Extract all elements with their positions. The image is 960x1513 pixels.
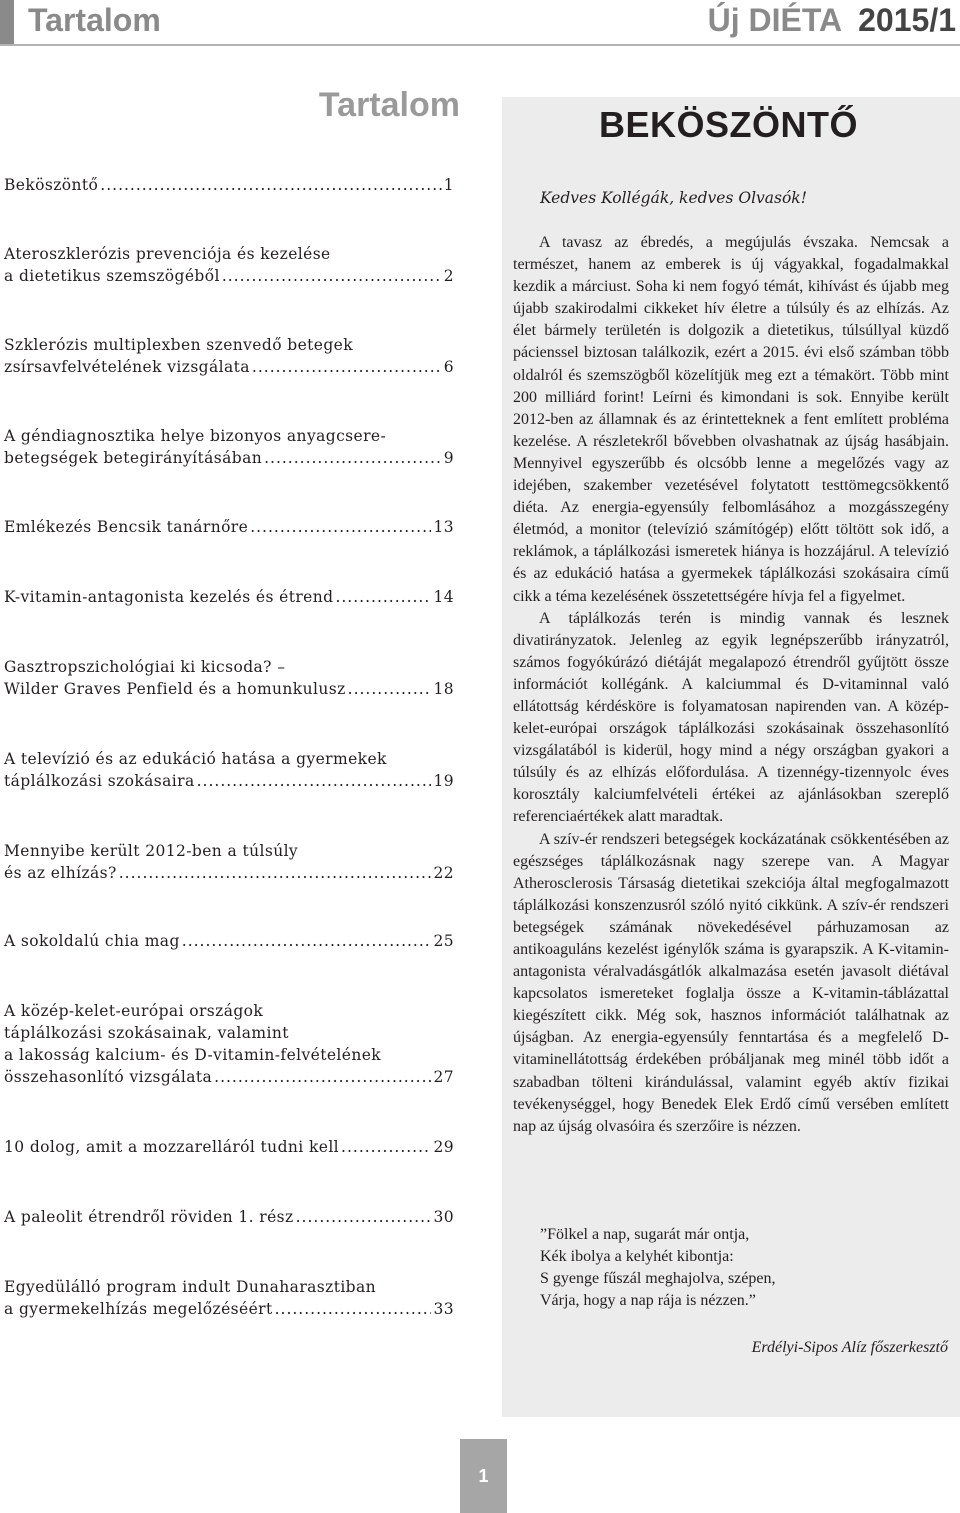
toc-entry[interactable] xyxy=(4,656,454,700)
toc-entry-title-line: a lakosság kalcium- és D-vitamin-felvételének xyxy=(4,1046,382,1064)
toc-entry-title-line: Mennyibe került 2012-ben a túlsúly xyxy=(4,842,299,860)
poem-line: S gyenge fűszál meghajolva, szépen, xyxy=(540,1270,776,1288)
toc-leader-dots xyxy=(119,862,432,884)
toc-entry[interactable] xyxy=(4,1000,454,1088)
toc-entry-last-line xyxy=(4,447,454,469)
toc-entry[interactable] xyxy=(4,748,454,792)
toc-leader-dots xyxy=(275,1298,432,1320)
toc-entry-title-line: A paleolit étrendről röviden 1. rész xyxy=(4,1208,294,1226)
toc-page-number: 19 xyxy=(433,772,454,790)
toc-entry[interactable] xyxy=(4,425,454,469)
toc-entry-last-line xyxy=(4,1298,454,1320)
toc-page-number: 9 xyxy=(443,449,454,467)
toc-title: Tartalom xyxy=(318,86,460,124)
toc-leader-dots xyxy=(341,1136,431,1158)
signature: Erdélyi-Sipos Alíz főszerkesztő xyxy=(751,1339,948,1356)
toc-entry-title-line: összehasonlító vizsgálata xyxy=(4,1068,213,1086)
toc-entry-last-line xyxy=(4,930,454,952)
toc-leader-dots xyxy=(250,516,431,538)
toc-page-number: 13 xyxy=(433,518,454,536)
toc-entry-last-line xyxy=(4,516,454,538)
toc-entry-title-line: A sokoldalú chia mag xyxy=(4,932,180,950)
toc-entry-last-line xyxy=(4,678,454,700)
toc-leader-dots xyxy=(264,447,442,469)
header-journal xyxy=(708,2,956,39)
toc-page-number: 29 xyxy=(433,1138,454,1156)
toc-entry-last-line xyxy=(4,770,454,792)
toc-entry-last-line xyxy=(4,1136,454,1158)
toc-entry[interactable] xyxy=(4,1136,454,1158)
toc-leader-dots xyxy=(348,678,432,700)
toc-entry-last-line xyxy=(4,586,454,608)
issue-number: 2015/1 xyxy=(858,2,956,38)
welcome-title: BEKÖSZÖNTŐ xyxy=(598,104,858,145)
toc-entry-last-line xyxy=(4,862,454,884)
toc-entry-title-line: táplálkozási szokásainak, valamint xyxy=(4,1024,289,1042)
toc-entry-title-line: Egyedülálló program indult Dunaharasztiban xyxy=(4,1278,377,1296)
toc-page-number: 22 xyxy=(433,864,454,882)
toc-page-number: 33 xyxy=(433,1300,454,1318)
toc-entry[interactable] xyxy=(4,586,454,608)
toc-entry[interactable] xyxy=(4,930,454,952)
toc-page-number: 1 xyxy=(443,176,454,194)
toc-entry-title-line: A közép-kelet-európai országok xyxy=(4,1002,264,1020)
toc-entry-title-line: Szklerózis multiplexben szenvedő betegek xyxy=(4,336,354,354)
toc-entry-last-line xyxy=(4,1066,454,1088)
toc-leader-dots xyxy=(335,586,431,608)
paragraph: A tavasz az ébredés, a megújulás évszaka. Nemcsak a természet, hanem az emberek is új vágyakkal, fogadalmakkal kezdik a márciust. Soha ki nem fogyó témát, kihívást és újabb meg újabb szakirodalmi cikkeket hív életre a túlsúly és az elhízás. Az élet bármely területén is dolgozik a dietetikus, túlsúllyal küzdő pácienssel biztosan találkozik, ezért a 2015. évi első számban több oldalról és szemszögből közelítjük meg ezt a témakört. Több mint 200 milliárd forint! Leírni és kimondani is sok. Ennyibe került 2012-ben az államnak és az érintetteknek a fent említett probléma kezelése. A részletekről bővebben olvashatnak az újság hasábjain. Mennyivel egyszerűbb és olcsóbb lenne a megelőzés vagy az idejében, szakember vezetésével folytatott testtömegcsökkentő diéta. Az energia-egyensúly felbomlásához a mozgásszegény életmód, a monitor (televízió számítógép) előtt töltött sok idő, a reklámok, a táplálkozási ismeretek hiánya is hozzájárul. A televízió és az edukáció hatása a gyermekek táplálkozási szokásaira című cikk a téma kezelésének összetettségére hívja fel a figyelmet. xyxy=(513,234,949,605)
poem-line: Várja, hogy a nap rája is nézzen.” xyxy=(540,1292,756,1310)
toc-entry-title-line: Beköszöntő xyxy=(4,176,99,194)
toc-leader-dots xyxy=(100,174,441,196)
toc-entry-title-line: a dietetikus szemszögéből xyxy=(4,267,220,285)
toc-leader-dots xyxy=(197,770,432,792)
toc-entry[interactable] xyxy=(4,334,454,378)
toc-entry-title-line: Ateroszklerózis prevenciója és kezelése xyxy=(4,245,331,263)
paragraph: A szív-ér rendszeri betegségek kockázatának csökkentésében az egészséges táplálkozásnak nagy szerepe van. A Magyar Atherosclerosis Társaság dietetikai szekciója által megfogalmazott táplálkozási konszenzusról szóló nyitó cikkünk. A szív-ér rendszeri betegségek számának növekedésével párhuzamosan az antikoaguláns kezelést igénylők száma is gyarapszik. A K-vitamin-antagonista véralvadásgátlók alkalmazása esetén javasolt diétával kapcsolatos ismereteket foglalja össze a K-vitamin-táblázattal kiegészített cikk. Még sok, hasznos információt találhatnak az újságban. Az energia-egyensúly fenntartása és a megfelelő D-vitaminellátottság érdekében próbáljanak meg minél több időt a szabadban tölteni kirándulással, valamint egyéb aktív fizikai tevékenységgel, hogy Benedek Elek Erdő című versében említett nap az újság olvasóira és szerzőire is nézzen. xyxy=(513,830,949,1135)
toc-page-number: 2 xyxy=(443,267,454,285)
header-accent-bar xyxy=(0,0,14,44)
poem-line: Kék ibolya a kelyhét kibontja: xyxy=(540,1248,734,1266)
toc-page-number: 14 xyxy=(433,588,454,606)
toc-leader-dots xyxy=(214,1066,431,1088)
header-section-title: Tartalom xyxy=(28,2,161,38)
page-number: 1 xyxy=(460,1439,507,1513)
toc-page-number: 27 xyxy=(433,1068,454,1086)
toc-entry-last-line xyxy=(4,1206,454,1228)
toc-entry-last-line xyxy=(4,174,454,196)
toc-entry[interactable] xyxy=(4,1206,454,1228)
toc-entry-title-line: táplálkozási szokásaira xyxy=(4,772,195,790)
toc-entry-last-line xyxy=(4,356,454,378)
toc-entry-title-line: A televízió és az edukáció hatása a gyermekek xyxy=(4,750,387,768)
toc-entry-title-line: Wilder Graves Penfield és a homunkulusz xyxy=(4,680,346,698)
toc-page-number: 18 xyxy=(433,680,454,698)
toc-entry[interactable] xyxy=(4,516,454,538)
toc-entry-title-line: zsírsavfelvételének vizsgálata xyxy=(4,358,250,376)
toc-entry-title-line: 10 dolog, amit a mozzarelláról tudni kell xyxy=(4,1138,340,1156)
toc-entry[interactable] xyxy=(4,1276,454,1320)
toc-entry-title-line: A géndiagnosztika helye bizonyos anyagcsere- xyxy=(4,427,387,445)
toc-entry-title-line: betegségek betegirányításában xyxy=(4,449,263,467)
toc-entry[interactable] xyxy=(4,174,454,196)
toc-entry-title-line: K-vitamin-antagonista kezelés és étrend xyxy=(4,588,334,606)
welcome-body xyxy=(513,232,949,1138)
toc-entry[interactable] xyxy=(4,840,454,884)
toc-page-number: 25 xyxy=(433,932,454,950)
toc-leader-dots xyxy=(296,1206,432,1228)
journal-name: Új DIÉTA xyxy=(707,2,843,38)
toc-leader-dots xyxy=(182,930,432,952)
poem xyxy=(540,1224,940,1312)
toc-page-number: 6 xyxy=(443,358,454,376)
greeting: Kedves Kollégák, kedves Olvasók! xyxy=(540,189,807,207)
toc-entry-title-line: és az elhízás? xyxy=(4,864,117,882)
toc-entry-title-line: Gasztropszichológiai ki kicsoda? – xyxy=(4,658,286,676)
toc-leader-dots xyxy=(252,356,442,378)
toc-page-number: 30 xyxy=(433,1208,454,1226)
toc-entry-title-line: Emlékezés Bencsik tanárnőre xyxy=(4,518,249,536)
header-divider xyxy=(0,44,960,46)
toc-entry[interactable] xyxy=(4,243,454,287)
poem-line: ”Fölkel a nap, sugarát már ontja, xyxy=(540,1226,750,1243)
toc-leader-dots xyxy=(222,265,442,287)
toc-entry-last-line xyxy=(4,265,454,287)
toc-entry-title-line: a gyermekelhízás megelőzéséért xyxy=(4,1300,273,1318)
paragraph: A táplálkozás terén is mindig vannak és lesznek divatirányzatok. Jelenleg az egyik legnépszerűbb irányzatról, számos fogyókúrázó diétáját megalapozó étrendről gyűjtött össze információt kollégánk. A kalciummal és D-vitaminnal való ellátottság kérdésköre is folyamatosan napirenden van. A közép-kelet-európai országok táplálkozási szokásainak összehasonlító vizsgálatából is kiderül, hogy mind a négy országban gyakori a túlsúly és az elhízás előfordulása. A tizennégy-tizennyolc éves korosztály kalciumfelvételi értékei az ajánlásokban szereplő referenciaértékek alatt maradtak. xyxy=(513,609,949,826)
